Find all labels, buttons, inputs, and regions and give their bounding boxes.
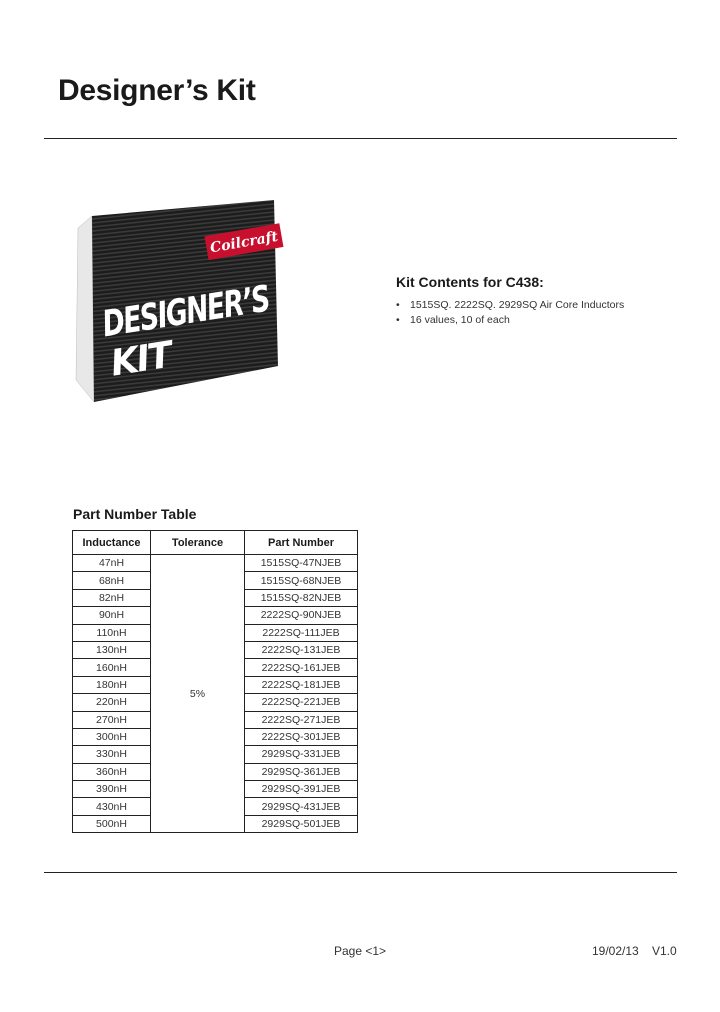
inductance-cell: 110nH <box>73 624 151 641</box>
inductance-cell: 220nH <box>73 694 151 711</box>
inductance-cell: 430nH <box>73 798 151 815</box>
brand-logo-text: Coilcraft <box>208 228 280 257</box>
footer-date: 19/02/13 <box>592 944 639 958</box>
table-header-row <box>73 531 358 555</box>
header-tolerance: Tolerance <box>151 531 245 555</box>
inductance-cell: 130nH <box>73 641 151 658</box>
box-title-line2: KIT <box>107 334 174 385</box>
part-table-title: Part Number Table <box>73 506 197 522</box>
inductance-cell: 180nH <box>73 676 151 693</box>
footer-version: V1.0 <box>652 944 677 958</box>
part-number-cell: 2929SQ-391JEB <box>245 781 358 798</box>
header-part-number: Part Number <box>245 531 358 555</box>
designers-kit-box-image <box>74 196 329 406</box>
part-number-cell: 1515SQ-47NJEB <box>245 555 358 572</box>
part-number-cell: 2929SQ-501JEB <box>245 815 358 832</box>
tolerance-cell: 5% <box>151 555 245 833</box>
part-number-cell: 2222SQ-161JEB <box>245 659 358 676</box>
inductance-cell: 500nH <box>73 815 151 832</box>
page-title: Designer’s Kit <box>58 74 256 107</box>
table-row <box>73 555 358 572</box>
inductance-cell: 300nH <box>73 728 151 745</box>
page-number: Page <1> <box>334 944 387 958</box>
kit-contents-list <box>396 298 696 328</box>
kit-contents-item: • 16 values, 10 of each <box>396 313 696 328</box>
part-number-cell: 2222SQ-131JEB <box>245 641 358 658</box>
inductance-cell: 68nH <box>73 572 151 589</box>
inductance-cell: 270nH <box>73 711 151 728</box>
part-number-cell: 2222SQ-111JEB <box>245 624 358 641</box>
bottom-divider <box>44 872 677 873</box>
inductance-cell: 47nH <box>73 555 151 572</box>
part-number-cell: 1515SQ-82NJEB <box>245 589 358 606</box>
part-number-table <box>72 530 358 833</box>
header-inductance: Inductance <box>73 531 151 555</box>
part-number-cell: 2222SQ-90NJEB <box>245 607 358 624</box>
part-number-cell: 2929SQ-431JEB <box>245 798 358 815</box>
part-number-cell: 2929SQ-361JEB <box>245 763 358 780</box>
part-number-cell: 2222SQ-181JEB <box>245 676 358 693</box>
inductance-cell: 360nH <box>73 763 151 780</box>
inductance-cell: 82nH <box>73 589 151 606</box>
inductance-cell: 390nH <box>73 781 151 798</box>
inductance-cell: 330nH <box>73 746 151 763</box>
inductance-cell: 160nH <box>73 659 151 676</box>
inductance-cell: 90nH <box>73 607 151 624</box>
box-title-line1: DESIGNER’S <box>99 269 329 346</box>
kit-contents-item: • 1515SQ. 2222SQ. 2929SQ Air Core Inductors <box>396 298 696 313</box>
top-divider <box>44 138 677 139</box>
part-number-cell: 2222SQ-271JEB <box>245 711 358 728</box>
part-number-cell: 2222SQ-301JEB <box>245 728 358 745</box>
part-number-cell: 2222SQ-221JEB <box>245 694 358 711</box>
kit-contents-heading: Kit Contents for C438: <box>396 274 544 290</box>
part-number-cell: 2929SQ-331JEB <box>245 746 358 763</box>
kit-contents <box>396 274 696 328</box>
part-number-cell: 1515SQ-68NJEB <box>245 572 358 589</box>
